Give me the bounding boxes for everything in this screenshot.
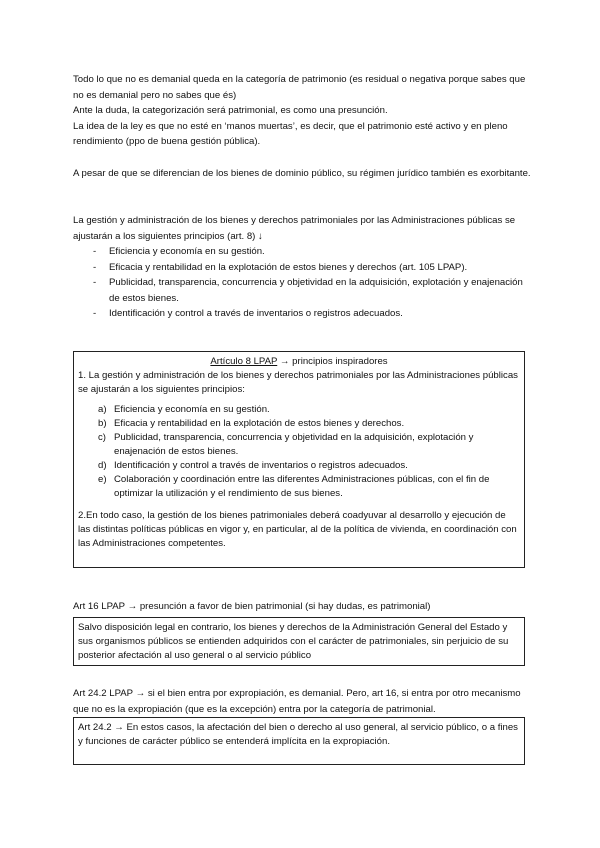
article-8-link[interactable]: Artículo 8 LPAP xyxy=(210,356,278,367)
art-24-box xyxy=(73,717,525,765)
art-16-text: Salvo disposición legal en contrario, los bienes y derechos de la Administración General del Estado y sus organismos públicos se entienden adquiridos con el carácter de patrimoniales, sin perjuicio de su posterior afectación al uso general o al servicio público xyxy=(78,622,509,661)
intro-paragraph xyxy=(73,72,533,150)
list-item: c) Publicidad, transparencia, concurrencia y objetividad en la adquisición, explotación y enajenación de estos bienes. xyxy=(98,432,474,457)
article-8-paragraph-2: 2.En todo caso, la gestión de los bienes patrimoniales deberá coadyuvar al desarrollo y ejecución de las distintas políticas públicas en vigor y, en particular, al de la política de vivienda, en coordinación con las Administraciones competentes. xyxy=(78,510,517,549)
bullet-dash: - xyxy=(93,261,97,273)
art-24-text: Art 24.2 → En estos casos, la afectación del bien o derecho al uso general, al servicio público, o a fines y funciones de carácter público se entenderá implícita en la expropiación. xyxy=(78,722,518,747)
intro-line-3: La idea de la ley es que no esté en ‘manos muertas’, es decir, que el patrimonio esté activo y en pleno rendimiento (ppo de buena gestión pública). xyxy=(73,120,508,148)
article-8-paragraph-1: 1. La gestión y administración de los bienes y derechos patrimoniales por las Administraciones públicas se ajustarán a los siguientes principios: xyxy=(78,370,518,395)
article-8-title: Artículo 8 LPAP → principios inspiradores xyxy=(210,356,388,367)
list-item: e) Colaboración y coordinación entre las diferentes Administraciones públicas, con el fin de optimizar la utilización y el rendimiento de sus bienes. xyxy=(98,474,490,499)
bullet-dash: - xyxy=(93,308,97,320)
art-16-box xyxy=(73,617,525,666)
list-item: - Eficacia y rentabilidad en la explotación de estos bienes y derechos (art. 105 LPAP). xyxy=(73,260,533,276)
exorbitant-paragraph: A pesar de que se diferencian de los bienes de dominio público, su régimen jurídico también es exorbitante. xyxy=(73,168,531,179)
article-8-box xyxy=(73,351,525,568)
principles-intro: La gestión y administración de los bienes y derechos patrimoniales por las Administraciones públicas se ajustarán a los siguientes principios (art. 8) ↓ xyxy=(73,215,516,242)
list-item: - Publicidad, transparencia, concurrencia y objetividad en la adquisición, explotación y enajenación de estos bienes. xyxy=(93,277,523,304)
art-24-heading: Art 24.2 LPAP → si el bien entra por expropiación, es demanial. Pero, art 16, si entra por otro mecanismo que no es la expropiación (que es la excepción) entra por la categoría de patrimonial. xyxy=(73,688,521,715)
article-8-items xyxy=(78,403,520,501)
list-item: - Identificación y control a través de inventarios o registros adecuados. xyxy=(73,306,533,322)
bullet-dash: - xyxy=(93,277,97,289)
list-item: d) Identificación y control a través de inventarios o registros adecuados. xyxy=(98,460,408,471)
list-item: - Eficiencia y economía en su gestión. xyxy=(73,244,533,260)
bullet-dash: - xyxy=(93,246,97,257)
list-item: b) Eficacia y rentabilidad en la explotación de estos bienes y derechos. xyxy=(98,418,405,429)
intro-line-2: Ante la duda, la categorización será patrimonial, es como una presunción. xyxy=(73,105,388,117)
principles-list xyxy=(73,244,533,322)
art-16-heading: Art 16 LPAP → presunción a favor de bien patrimonial (si hay dudas, es patrimonial) xyxy=(73,601,431,612)
intro-line-1: Todo lo que no es demanial queda en la categoría de patrimonio (es residual o negativa porque sabes que no es demanial pero no sabes que és) xyxy=(73,74,526,101)
list-item: a) Eficiencia y economía en su gestión. xyxy=(98,404,270,415)
